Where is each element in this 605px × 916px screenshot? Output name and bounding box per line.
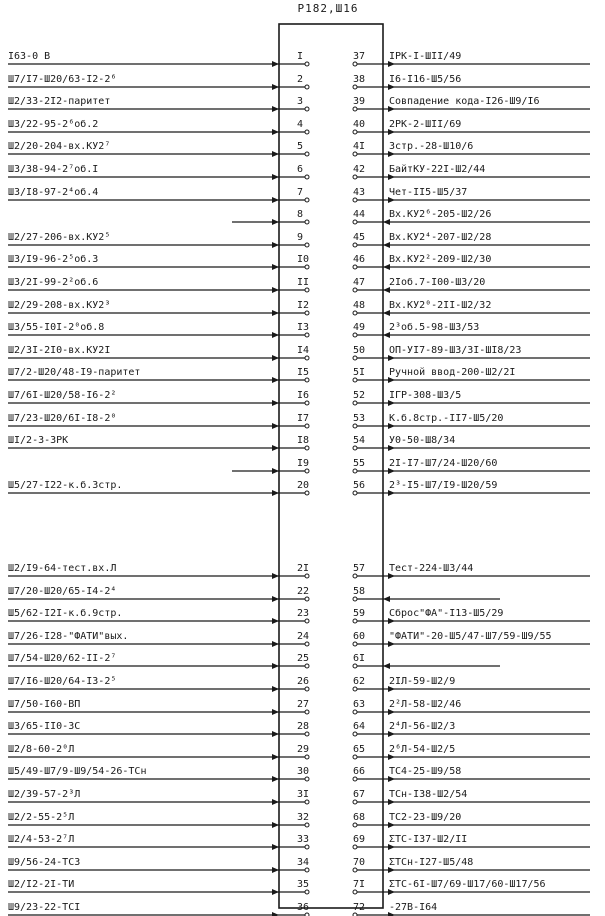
right-pin-number: 70 — [353, 857, 366, 868]
left-pin-number: 32 — [297, 812, 310, 823]
right-pin-number: 38 — [353, 74, 366, 85]
left-pin-number: 7 — [297, 187, 304, 198]
right-pin-number: 4I — [353, 141, 366, 152]
left-wire-arrow — [272, 310, 279, 316]
left-wire-arrow — [272, 912, 279, 916]
left-pin-number: 29 — [297, 744, 310, 755]
right-pin-label: 3стр.-28-Ш10/6 — [389, 141, 474, 152]
left-pin-label: ШI/2-3-3РК — [8, 435, 69, 446]
left-pin-contact — [305, 62, 309, 66]
left-pin-number: 22 — [297, 586, 310, 597]
right-pin-label: 2⁴Л-56-Ш2/3 — [389, 721, 456, 732]
left-wire-arrow — [272, 731, 279, 737]
left-pin-label: Ш2/2-55-2⁵Л — [8, 812, 75, 823]
right-pin-number: 63 — [353, 699, 366, 710]
right-pin-number: 53 — [353, 413, 366, 424]
left-pin-number: I5 — [297, 367, 310, 378]
right-pin-number: 42 — [353, 164, 366, 175]
right-pin-label: ΣТС-I37-Ш2/II — [389, 834, 468, 845]
left-wire-arrow — [272, 573, 279, 579]
left-wire-arrow — [272, 596, 279, 602]
left-wire-arrow — [272, 776, 279, 782]
left-pin-contact — [305, 243, 309, 247]
left-wire-arrow — [272, 889, 279, 895]
right-pin-number: 44 — [353, 209, 366, 220]
right-pin-label: ТС2-23-Ш9/20 — [389, 812, 462, 823]
left-wire-arrow — [272, 197, 279, 203]
left-pin-label: Ш2/39-57-2³Л — [8, 789, 81, 800]
left-pin-label: Ш3/38-94-2⁷об.I — [8, 164, 99, 175]
left-wire-arrow — [272, 377, 279, 383]
left-wire-arrow — [272, 400, 279, 406]
left-wire-arrow — [272, 242, 279, 248]
left-pin-label: Ш7/I7-Ш20/63-I2-2⁶ — [8, 74, 117, 85]
right-pin-label: Сброс"ФА"-I13-Ш5/29 — [389, 608, 504, 619]
left-pin-label: Ш2/33-2I2-паритет — [8, 96, 111, 107]
left-pin-number: I4 — [297, 345, 310, 356]
left-pin-number: 24 — [297, 631, 310, 642]
left-pin-label: Ш3/65-II0-3С — [8, 721, 81, 732]
right-pin-label: Ручной ввод-200-Ш2/2I — [389, 367, 516, 378]
left-wire-arrow — [272, 822, 279, 828]
left-pin-number: I3 — [297, 322, 310, 333]
left-pin-number: 23 — [297, 608, 310, 619]
right-pin-label: Совпадение кода-I26-Ш9/I6 — [389, 96, 540, 107]
left-wire-arrow — [272, 618, 279, 624]
right-pin-label: IРК-I-ШII/49 — [389, 51, 462, 62]
left-wire-arrow — [272, 174, 279, 180]
right-pin-number: 69 — [353, 834, 366, 845]
right-pin-label: БайтКУ-22I-Ш2/44 — [389, 164, 486, 175]
left-wire-arrow — [272, 799, 279, 805]
left-wire-arrow — [272, 287, 279, 293]
right-pin-number: 67 — [353, 789, 366, 800]
right-pin-label: Вх.КУ2²-209-Ш2/30 — [389, 254, 492, 265]
right-pin-number: 40 — [353, 119, 366, 130]
right-pin-number: 62 — [353, 676, 366, 687]
left-pin-label: Ш5/27-I22-к.б.3стр. — [8, 480, 123, 491]
left-pin-number: 8 — [297, 209, 304, 220]
right-pin-number: 50 — [353, 345, 366, 356]
right-pin-label: Чет-II5-Ш5/37 — [389, 187, 468, 198]
right-pin-label: ТСн-I38-Ш2/54 — [389, 789, 468, 800]
left-wire-arrow — [272, 468, 279, 474]
left-pin-number: II — [297, 277, 310, 288]
right-wire-arrow-in — [383, 596, 390, 602]
right-pin-number: 5I — [353, 367, 366, 378]
right-pin-label: К.б.8стр.-II7-Ш5/20 — [389, 413, 504, 424]
left-pin-label: Ш7/54-Ш20/62-II-2⁷ — [8, 653, 117, 664]
connector-title: Р182,Ш16 — [297, 2, 359, 15]
left-wire-arrow — [272, 867, 279, 873]
right-pin-number: 65 — [353, 744, 366, 755]
left-pin-number: 25 — [297, 653, 310, 664]
right-pin-number: 6I — [353, 653, 366, 664]
left-pin-number: 4 — [297, 119, 304, 130]
left-wire-arrow — [272, 445, 279, 451]
right-pin-label: Вх.КУ2⁶-205-Ш2/26 — [389, 209, 492, 220]
left-pin-label: Ш2/27-206-вх.КУ2⁵ — [8, 232, 111, 243]
right-pin-label: ОП-УI7-89-Ш3/3I-ШI8/23 — [389, 345, 522, 356]
left-pin-contact — [305, 107, 309, 111]
left-pin-number: 36 — [297, 902, 310, 913]
right-pin-label: 2IЛ-59-Ш2/9 — [389, 676, 456, 687]
right-pin-label: 2Iоб.7-I00-Ш3/20 — [389, 277, 486, 288]
left-wire-arrow — [272, 355, 279, 361]
right-pin-number: 58 — [353, 586, 366, 597]
right-pin-number: 46 — [353, 254, 366, 265]
left-wire-arrow — [272, 106, 279, 112]
left-pin-number: 34 — [297, 857, 310, 868]
left-pin-label: Ш2/I9-64-тест.вх.Л — [8, 563, 117, 574]
left-pin-number: 5 — [297, 141, 304, 152]
left-pin-label: Ш9/23-22-ТСI — [8, 902, 81, 913]
right-pin-number: 64 — [353, 721, 366, 732]
right-pin-label: 2³об.5-98-Ш3/53 — [389, 322, 480, 333]
right-pin-number: 47 — [353, 277, 366, 288]
left-pin-number: I0 — [297, 254, 310, 265]
right-pin-label: Вх.КУ2⁴-207-Ш2/28 — [389, 232, 492, 243]
right-pin-label: 2РК-2-ШII/69 — [389, 119, 462, 130]
left-pin-number: 35 — [297, 879, 310, 890]
right-pin-number: 60 — [353, 631, 366, 642]
right-pin-number: 55 — [353, 458, 366, 469]
left-pin-label: Ш3/22-95-2⁶об.2 — [8, 119, 99, 130]
left-pin-number: I — [297, 51, 304, 62]
right-pin-number: 49 — [353, 322, 366, 333]
left-pin-number: 30 — [297, 766, 310, 777]
right-pin-label: ΣТС-6I-Ш7/69-Ш17/60-Ш17/56 — [389, 879, 546, 890]
left-pin-label: Ш5/62-I2I-к.б.9стр. — [8, 608, 123, 619]
right-pin-label: Вх.КУ2⁰-2II-Ш2/32 — [389, 300, 492, 311]
left-pin-label: Ш3/2I-99-2²об.6 — [8, 277, 99, 288]
right-pin-number: 37 — [353, 51, 366, 62]
left-pin-number: 3I — [297, 789, 310, 800]
right-pin-label: ТС4-25-Ш9/58 — [389, 766, 462, 777]
right-pin-label: ΣТСн-I27-Ш5/48 — [389, 857, 474, 868]
left-wire-arrow — [272, 332, 279, 338]
left-wire-arrow — [272, 844, 279, 850]
left-pin-contact — [305, 85, 309, 89]
right-pin-number: 54 — [353, 435, 366, 446]
right-pin-number: 57 — [353, 563, 366, 574]
right-pin-label: У0-50-Ш8/34 — [389, 435, 456, 446]
left-wire-arrow — [272, 264, 279, 270]
left-pin-number: I6 — [297, 390, 310, 401]
right-pin-label: "ФАТИ"-20-Ш5/47-Ш7/59-Ш9/55 — [389, 631, 552, 642]
left-pin-contact — [305, 130, 309, 134]
left-wire-arrow — [272, 663, 279, 669]
left-wire-arrow — [272, 129, 279, 135]
left-wire-arrow — [272, 61, 279, 67]
right-pin-number: 66 — [353, 766, 366, 777]
right-pin-label: 2I-I7-Ш7/24-Ш20/60 — [389, 458, 498, 469]
right-pin-number: 59 — [353, 608, 366, 619]
right-pin-number: 7I — [353, 879, 366, 890]
left-pin-number: 6 — [297, 164, 304, 175]
left-pin-label: Ш7/26-I28-"ФАТИ"вых. — [8, 631, 129, 642]
left-pin-number: 27 — [297, 699, 310, 710]
left-pin-number: 2 — [297, 74, 304, 85]
left-pin-number: 28 — [297, 721, 310, 732]
right-pin-number: 52 — [353, 390, 366, 401]
right-pin-number: 56 — [353, 480, 366, 491]
left-pin-label: Ш2/4-53-2⁷Л — [8, 834, 75, 845]
left-pin-label: Ш3/I9-96-2⁵об.3 — [8, 254, 99, 265]
left-pin-label: Ш9/56-24-ТС3 — [8, 857, 81, 868]
left-pin-label: Ш7/20-Ш20/65-I4-2⁴ — [8, 586, 117, 597]
left-pin-number: I8 — [297, 435, 310, 446]
left-pin-contact — [305, 175, 309, 179]
left-pin-number: I2 — [297, 300, 310, 311]
left-pin-label: Ш3/55-I0I-2⁰об.8 — [8, 322, 105, 333]
right-pin-label: 2³-I5-Ш7/I9-Ш20/59 — [389, 480, 498, 491]
left-pin-contact — [305, 198, 309, 202]
left-wire-arrow — [272, 490, 279, 496]
left-pin-number: 33 — [297, 834, 310, 845]
connector-body — [279, 24, 383, 908]
left-pin-number: 2I — [297, 563, 310, 574]
left-wire-arrow — [272, 219, 279, 225]
right-pin-number: 72 — [353, 902, 366, 913]
left-wire-arrow — [272, 754, 279, 760]
left-pin-contact — [305, 152, 309, 156]
right-pin-number: 48 — [353, 300, 366, 311]
left-wire-arrow — [272, 709, 279, 715]
left-pin-label: Ш7/50-I60-ВП — [8, 699, 81, 710]
right-pin-label: 2⁶Л-54-Ш2/5 — [389, 744, 456, 755]
right-pin-label: Тест-224-Ш3/44 — [389, 563, 474, 574]
left-pin-label: Ш7/I6-Ш20/64-I3-2⁵ — [8, 676, 117, 687]
left-pin-label: Ш3/I8-97-2⁴об.4 — [8, 187, 99, 198]
right-wire-arrow-in — [383, 663, 390, 669]
left-pin-label: I63-0 В — [8, 51, 51, 62]
left-pin-label: Ш5/49-Ш7/9-Ш9/54-26-ТСн — [8, 766, 147, 777]
left-wire-arrow — [272, 641, 279, 647]
left-wire-arrow — [272, 151, 279, 157]
right-pin-label: -27В-I64 — [389, 902, 438, 913]
left-pin-label: Ш7/2-Ш20/48-I9-паритет — [8, 367, 141, 378]
left-pin-number: 26 — [297, 676, 310, 687]
right-pin-label: 2²Л-58-Ш2/46 — [389, 699, 462, 710]
left-pin-label: Ш2/I2-2I-ТИ — [8, 879, 75, 890]
left-pin-label: Ш2/8-60-2⁰Л — [8, 744, 75, 755]
left-wire-arrow — [272, 84, 279, 90]
left-pin-label: Ш2/29-208-вх.КУ2³ — [8, 300, 111, 311]
right-pin-label: I6-I16-Ш5/56 — [389, 74, 462, 85]
left-pin-number: I9 — [297, 458, 310, 469]
left-pin-number: 9 — [297, 232, 304, 243]
left-pin-number: I7 — [297, 413, 310, 424]
left-pin-label: Ш2/3I-2I0-вх.КУ2I — [8, 345, 111, 356]
right-pin-number: 68 — [353, 812, 366, 823]
right-pin-number: 45 — [353, 232, 366, 243]
right-pin-label: IГР-308-Ш3/5 — [389, 390, 462, 401]
left-pin-label: Ш7/23-Ш20/6I-I8-2⁰ — [8, 413, 117, 424]
left-wire-arrow — [272, 423, 279, 429]
left-pin-label: Ш2/20-204-вх.КУ2⁷ — [8, 141, 111, 152]
left-pin-label: Ш7/6I-Ш20/58-I6-2² — [8, 390, 117, 401]
right-pin-number: 39 — [353, 96, 366, 107]
left-wire-arrow — [272, 686, 279, 692]
left-pin-number: 20 — [297, 480, 310, 491]
left-pin-number: 3 — [297, 96, 304, 107]
left-pin-contact — [305, 220, 309, 224]
right-pin-number: 43 — [353, 187, 366, 198]
